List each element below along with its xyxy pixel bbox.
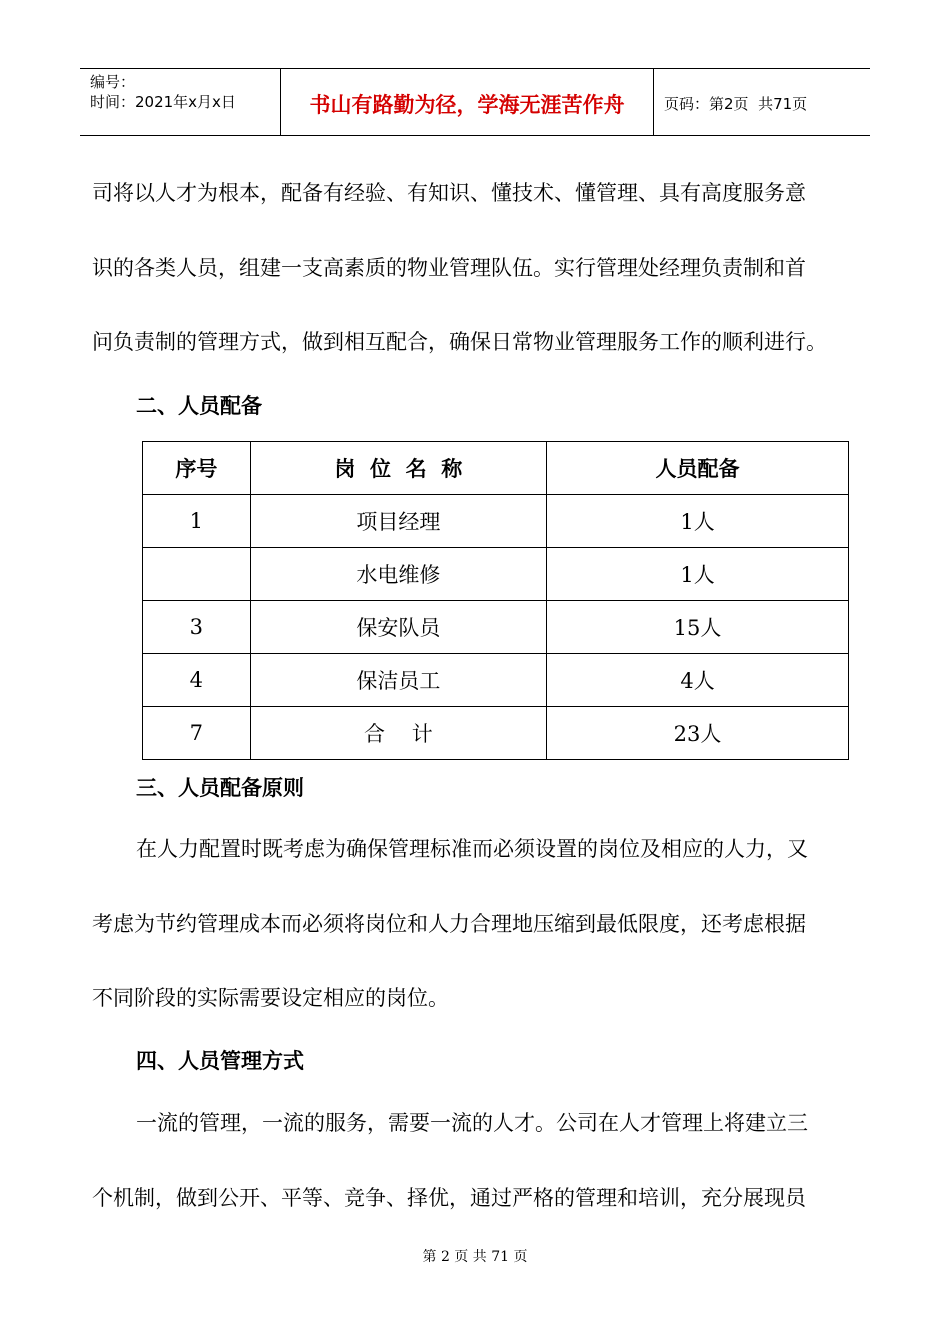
paragraph-line: 个机制，做到公开、平等、竞争、择优，通过严格的管理和培训，充分展现员	[92, 1186, 806, 1210]
header-meta	[80, 69, 281, 135]
header-motto: 书山有路勤为径，学海无涯苦作舟	[281, 69, 654, 135]
table-header-cell: 岗 位 名 称	[250, 442, 546, 495]
header-page-info	[654, 69, 870, 135]
table-cell: 15人	[547, 601, 849, 654]
table-cell: 7	[143, 707, 251, 760]
paragraph-line: 考虑为节约管理成本而必须将岗位和人力合理地压缩到最低限度，还考虑根据	[92, 912, 806, 936]
section-heading: 三、人员配备原则	[136, 776, 304, 800]
paragraph-line: 问负责制的管理方式，做到相互配合，确保日常物业管理服务工作的顺利进行。	[92, 330, 827, 354]
table-row	[143, 707, 849, 760]
document-date-label: 时间：2021年x月x日	[90, 93, 236, 111]
header-page-text: 页码：第2页 共71页	[664, 94, 808, 113]
table-cell: 合 计	[250, 707, 546, 760]
table-cell: 3	[143, 601, 251, 654]
paragraph-line: 司将以人才为根本，配备有经验、有知识、懂技术、懂管理、具有高度服务意	[92, 181, 806, 205]
paragraph-line: 识的各类人员，组建一支高素质的物业管理队伍。实行管理处经理负责制和首	[92, 256, 806, 280]
staffing-table	[142, 441, 849, 760]
table-cell: 项目经理	[250, 495, 546, 548]
table-cell: 1人	[547, 495, 849, 548]
table-cell: 1	[143, 495, 251, 548]
table-cell: 23人	[547, 707, 849, 760]
section-heading: 四、人员管理方式	[136, 1049, 304, 1073]
table-row	[143, 654, 849, 707]
table-row	[143, 601, 849, 654]
table-cell: 1人	[547, 548, 849, 601]
page-header	[80, 68, 870, 136]
table-row	[143, 495, 849, 548]
table-cell	[143, 548, 251, 601]
table-header-cell: 序号	[143, 442, 251, 495]
table-header-cell: 人员配备	[547, 442, 849, 495]
paragraph-line: 一流的管理，一流的服务，需要一流的人才。公司在人才管理上将建立三	[136, 1111, 808, 1135]
table-cell: 保安队员	[250, 601, 546, 654]
table-cell: 4人	[547, 654, 849, 707]
section-heading: 二、人员配备	[136, 394, 262, 418]
document-number-label: 编号：	[90, 73, 136, 91]
table-cell: 4	[143, 654, 251, 707]
page-footer: 第 2 页 共 71 页	[422, 1249, 528, 1265]
paragraph-line: 不同阶段的实际需要设定相应的岗位。	[92, 986, 449, 1010]
table-cell: 水电维修	[250, 548, 546, 601]
table-row	[143, 548, 849, 601]
paragraph-line: 在人力配置时既考虑为确保管理标准而必须设置的岗位及相应的人力，又	[136, 837, 808, 861]
table-cell: 保洁员工	[250, 654, 546, 707]
table-header-row	[143, 442, 849, 495]
